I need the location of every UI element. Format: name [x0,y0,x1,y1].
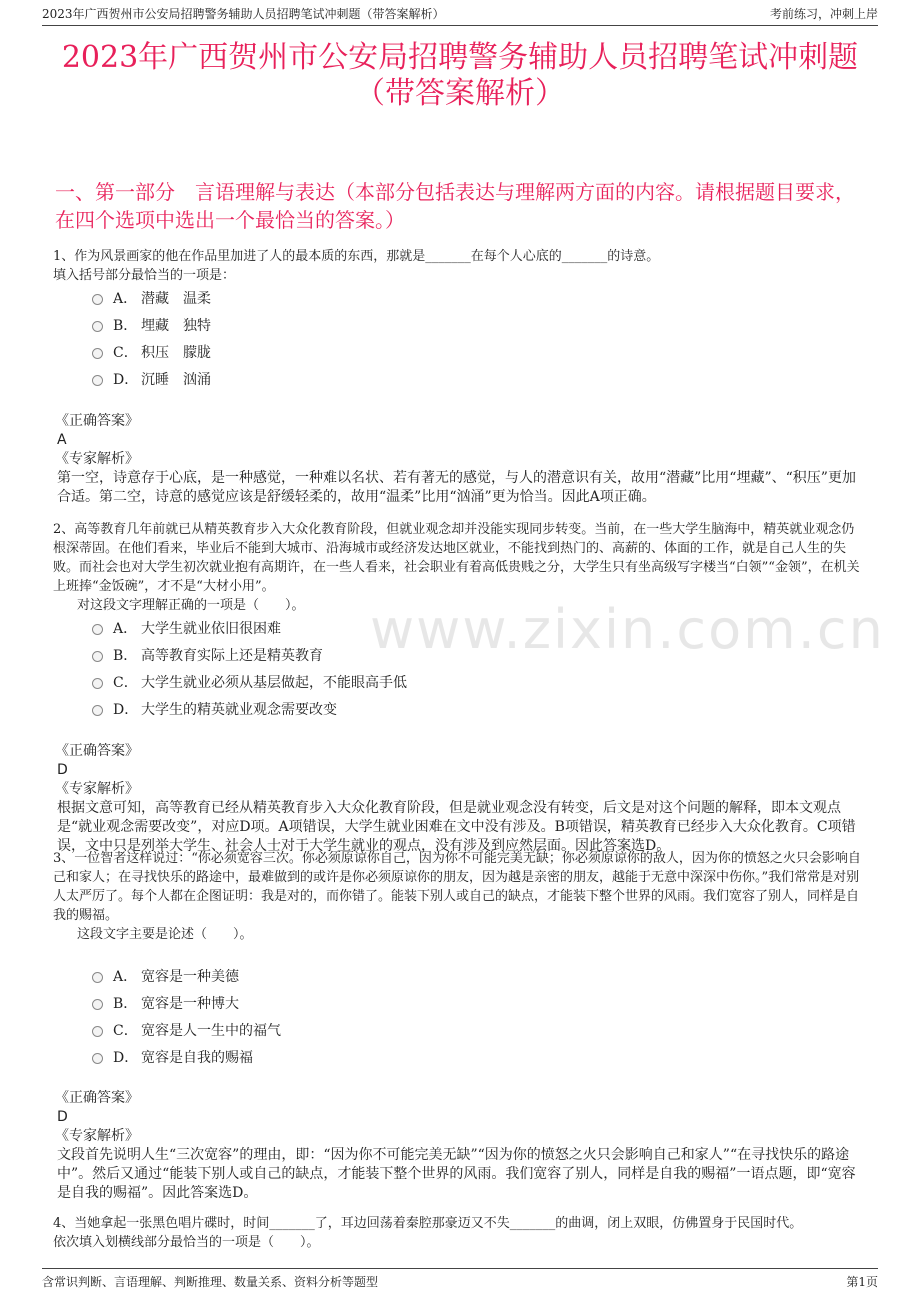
option-text: 埋藏 独特 [141,317,211,334]
page-number: 第1页 [846,1275,878,1289]
question-2-answer [55,742,865,856]
option-text: 宽容是一种博大 [141,995,239,1012]
option-text: 宽容是自我的赐福 [141,1049,253,1066]
question-prompt: 对这段文字理解正确的一项是（ ）。 [77,598,305,613]
title-line-2: （带答案解析） [355,76,565,111]
explain-label: 《专家解析》 [55,451,139,467]
option-b[interactable] [92,989,281,1016]
question-prompt: 依次填入划横线部分最恰当的一项是（ ）。 [53,1235,320,1250]
answer-value: D [57,1109,68,1125]
page-header [42,0,878,26]
answer-label: 《正确答案》 [55,413,139,429]
option-a[interactable] [92,284,211,311]
option-text: 潜藏 温柔 [141,290,211,307]
radio-icon[interactable] [92,375,103,386]
option-text: 大学生就业依旧很困难 [141,620,281,637]
question-1-options [92,284,211,392]
option-letter: B． [113,317,138,334]
option-b[interactable] [92,311,211,338]
radio-icon[interactable] [92,321,103,332]
radio-icon[interactable] [92,999,103,1010]
radio-icon[interactable] [92,678,103,689]
option-text: 积压 朦胧 [141,344,211,361]
radio-icon[interactable] [92,1026,103,1037]
footer-note: 含常识判断、言语理解、判断推理、数量关系、资料分析等题型 [42,1275,379,1289]
option-a[interactable] [92,962,281,989]
option-a[interactable] [92,614,407,641]
option-text: 宽容是一种美德 [141,968,239,985]
section-heading: 一、第一部分 言语理解与表达（本部分包括表达与理解两方面的内容。请根据题目要求，在四个选项中选出一个最恰当的答案。） [55,180,855,232]
option-letter: C． [113,344,138,361]
option-d[interactable] [92,1043,281,1070]
option-letter: C． [113,1022,138,1039]
explain-text: 根据文意可知，高等教育已经从精英教育步入大众化教育阶段，但是就业观念没有转变，后文是对这个问题的解释，即本文观点是“就业观念需要改变”，对应D项。A项错误，大学生就业困难在文中没有涉及。B项错误，精英教育已经步入大众化教育。C项错误，文中只是列举大学生、社会人士对于大学生就业的观点，没有涉及到应然层面。因此答案选D。 [57,800,856,854]
question-stem: 2、高等教育几年前就已从精英教育步入大众化教育阶段，但就业观念却并没能实现同步转变。当前，在一些大学生脑海中，精英就业观念仍根深蒂固。在他们看来，毕业后不能到大城市、沿海城市或经济发达地区就业，不能找到热门的、高薪的、体面的工作，就是自己人生的失败。而社会也对大学生初次就业抱有高期许，在一些人看来，社会职业有着高低贵贱之分，大学生只有坐高级写字楼当“白领”“金领”，在机关上班捧“金饭碗”，才不是“大材小用”。 [53,522,860,594]
option-text: 大学生就业必须从基层做起，不能眼高手低 [141,674,407,691]
radio-icon[interactable] [92,705,103,716]
header-slogan: 考前练习，冲刺上岸 [769,7,878,21]
question-2 [53,520,865,615]
option-d[interactable] [92,695,407,722]
question-3 [53,849,865,944]
option-letter: A． [113,620,138,637]
option-letter: B． [113,995,138,1012]
option-c[interactable] [92,668,407,695]
option-text: 沉睡 汹涌 [141,371,211,388]
page-title [42,40,878,112]
option-letter: D． [113,1049,139,1066]
explain-label: 《专家解析》 [55,1128,139,1144]
option-c[interactable] [92,338,211,365]
question-3-answer [55,1089,865,1203]
option-text: 大学生的精英就业观念需要改变 [141,701,337,718]
radio-icon[interactable] [92,1053,103,1064]
option-letter: A． [113,968,138,985]
answer-value: A [57,432,67,448]
title-line-1: 2023年广西贺州市公安局招聘警务辅助人员招聘笔试冲刺题 [61,40,859,75]
question-2-options [92,614,407,722]
explain-text: 第一空，诗意存于心底，是一种感觉，一种难以名状、若有著无的感觉，与人的潜意识有关，故用“潜藏”比用“埋藏”、“积压”更加合适。第二空，诗意的感觉应该是舒缓轻柔的，故用“温柔”比用“汹涌”更为恰当。因此A项正确。 [57,470,856,505]
radio-icon[interactable] [92,624,103,635]
question-prompt: 这段文字主要是论述（ ）。 [77,927,253,942]
question-stem: 3、一位智者这样说过：“你必须宽容三次。你必须原谅你自己，因为你不可能完美无缺；你必须原谅你的敌人，因为你的愤怒之火只会影响自己和家人；在寻找快乐的路途中，最难做到的或许是你必须原谅你的朋友，因为越是亲密的朋友，越能于无意中深深中伤你。”我们常常是对别人太严厉了。每个人都在企图证明：我是对的，而你错了。能装下别人或自己的缺点，才能装下整个世界的风雨。我们宽容了别人，同样是自我的赐福。 [53,851,861,923]
answer-value: D [57,762,68,778]
question-3-options [92,962,281,1070]
explain-label: 《专家解析》 [55,781,139,797]
option-c[interactable] [92,1016,281,1043]
option-d[interactable] [92,365,211,392]
question-1 [53,247,865,285]
page-footer [42,1268,878,1290]
option-letter: C． [113,674,138,691]
question-stem: 1、作为风景画家的他在作品里加进了人的最本质的东西，那就是_______在每个人心底的_______的诗意。 [53,249,660,264]
option-text: 宽容是人一生中的福气 [141,1022,281,1039]
answer-label: 《正确答案》 [55,1090,139,1106]
question-prompt: 填入括号部分最恰当的一项是： [53,268,236,283]
option-text: 高等教育实际上还是精英教育 [141,647,323,664]
question-stem: 4、当她拿起一张黑色唱片碟时，时间_______了，耳边回荡着秦腔那豪迈又不失_______的曲调，闭上双眼，仿佛置身于民国时代。 [53,1216,803,1231]
header-doc-title: 2023年广西贺州市公安局招聘警务辅助人员招聘笔试冲刺题（带答案解析） [42,7,445,21]
question-1-answer [55,412,865,507]
question-4 [53,1214,865,1252]
option-letter: B． [113,647,138,664]
explain-text: 文段首先说明人生“三次宽容”的理由，即：“因为你不可能完美无缺”“因为你的愤怒之火只会影响自己和家人”“在寻找快乐的路途中”。然后又通过“能装下别人或自己的缺点，才能装下整个世界的风雨。我们宽容了别人，同样是自我的赐福”一语点题，即“宽容是自我的赐福”。因此答案选D。 [57,1147,856,1201]
option-b[interactable] [92,641,407,668]
watermark: www.zixin.com.cn [370,598,885,661]
option-letter: A． [113,290,138,307]
answer-label: 《正确答案》 [55,743,139,759]
radio-icon[interactable] [92,972,103,983]
option-letter: D． [113,701,139,718]
radio-icon[interactable] [92,294,103,305]
radio-icon[interactable] [92,651,103,662]
radio-icon[interactable] [92,348,103,359]
option-letter: D． [113,371,139,388]
